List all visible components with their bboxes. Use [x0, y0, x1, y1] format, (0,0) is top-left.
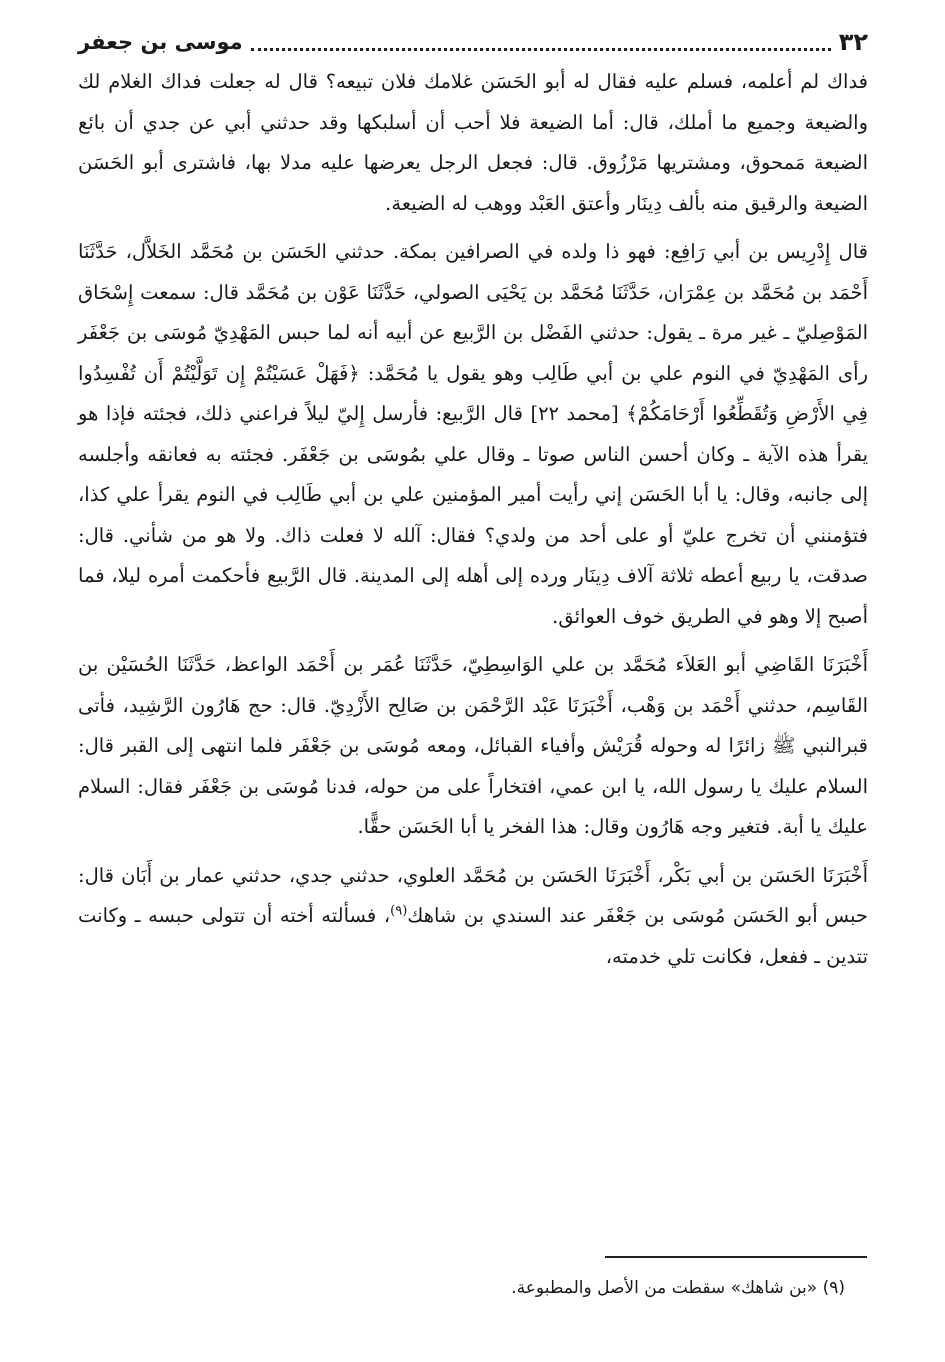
paragraph-1: فداك لم أعلمه، فسلم عليه فقال له أبو الحَسَن غلامك فلان تبيعه؟ قال له جعلت فداك الغلام لك والضيعة وجميع ما أملك، قال: أما الضيعة فلا أحب أن أسلبكها وقد حدثني أبي عن جدي أن بائع الضيعة مَمحوق، ومشتريها مَرْزُوق. قال: فجعل الرجل يعرضها عليه مدلا بها، فاشترى أبو الحَسَن الضيعة والرقيق منه بألف دِينَار وأعتق العَبْد ووهب له الضيعة. [78, 70, 868, 215]
paragraph-4 [78, 856, 868, 978]
footnote-reference[interactable]: (٩) [390, 903, 408, 919]
page [78, 22, 868, 977]
dot-leader [251, 34, 831, 51]
footnote: (٩) «بن شاهك» سقطت من الأصل والمطبوعة. [511, 1278, 845, 1298]
paragraph-3: أَخْبَرَنَا القَاضِي أبو العَلاَء مُحَمَّد بن علي الوَاسِطِيّ، حَدَّثَنَا عُمَر بن أَحْمَد الواعظ، حَدَّثَنَا الحُسَيْن بن القَاسِم، حدثني أَحْمَد بن وَهْب، أَخْبَرَنَا عَبْد الرَّحْمَن بن صَالِح الأَزْدِيّ. قال: حج هَارُون الرَّشِيد، فأتى قبرالنبي ﷺ زائرًا له وحوله قُرَيْش وأفياء القبائل، ومعه مُوسَى بن جَعْفَر فلما انتهى إلى القبر قال: السلام عليك يا رسول الله، يا ابن عمي، افتخاراً على من حوله، فدنا مُوسَى بن جَعْفَر فقال: السلام عليك يا أبة. فتغير وجه هَارُون وقال: هذا الفخر يا أبا الحَسَن حقًّا. [78, 653, 868, 838]
paragraph-2: قال إِدْرِيس بن أبي رَافِع: فهو ذا ولده في الصرافين بمكة. حدثني الحَسَن بن مُحَمَّد الخَلاَّل، حَدَّثَنَا أَحْمَد بن مُحَمَّد بن عِمْرَان، حَدَّثَنَا مُحَمَّد بن يَحْيَى الصولي، حَدَّثَنَا عَوْن بن مُحَمَّد قال: سمعت إِسْحَاق المَوْصِليّ ـ غير مرة ـ يقول: حدثني الفَضْل بن الرَّبيع عن أبيه أنه لما حبس المَهْدِيّ مُوسَى بن جَعْفَر رأى المَهْدِيّ في النوم علي بن أبي طَالِب وهو يقول يا مُحَمَّد: ﴿فَهَلْ عَسَيْتُمْ إِن تَوَلَّيْتُمْ أَن تُفْسِدُوا فِي الأَرْضِ وَتُقَطِّعُوا أَرْحَامَكُمْ﴾ [محمد ٢٢] قال الرَّبيع: فأرسل إِليّ ليلاً فراعني ذلك، فجئته فإذا هو يقرأ هذه الآية ـ وكان أحسن الناس صوتا ـ وقال علي بمُوسَى بن جَعْفَر. فجئته به فعانقه وأجلسه إلى جانبه، وقال: يا أبا الحَسَن إني رأيت أمير المؤمنين علي بن أبي طَالِب في النوم يقرأ علي كذا، فتؤمنني أن تخرج عليّ أو على أحد من ولدي؟ فقال: آلله لا فعلت ذاك. ولا هو من شأني. قال: صدقت، يا ربيع أعطه ثلاثة آلاف دِينَار ورده إلى أهله إلى المدينة. قال الرَّبيع فأحكمت أمره ليلا، فما أصبح إلا وهو في الطريق خوف العوائق. [78, 240, 868, 628]
running-title: موسى بن جعفر [78, 30, 243, 54]
footnote-separator [605, 1256, 867, 1258]
paragraph-4-tail: ، فسألته أخته أن تتولى حبسه ـ وكانت تتدين ـ ففعل، فكانت تلي خدمته، [78, 904, 868, 968]
body-text [78, 62, 868, 977]
running-header [78, 22, 868, 62]
paragraph-4-text: أَخْبَرَنَا الحَسَن بن أبي بَكْر، أَخْبَرَنَا الحَسَن بن مُحَمَّد العلوي، حدثني جدي، حدثني عمار بن أَبَان قال: حبس أبو الحَسَن مُوسَى بن جَعْفَر عند السندي بن شاهك [78, 863, 868, 927]
page-number: ٣٢ [838, 28, 868, 56]
